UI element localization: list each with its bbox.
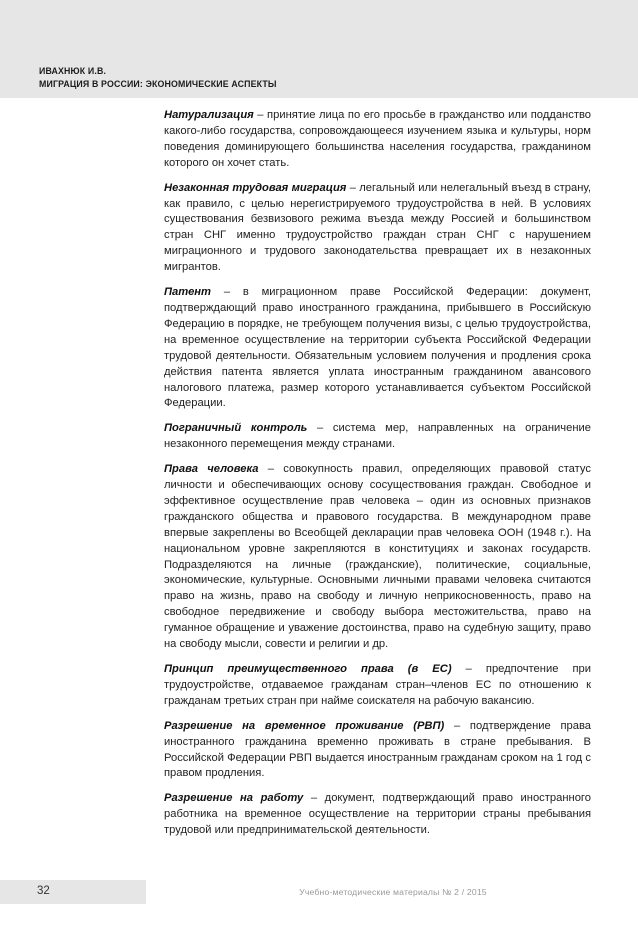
glossary-definition: – документ, подтверждающий право иностранного работника на временное осуществление на территории страны пребывания трудовой или предпринимательской деятельности. [164,792,591,837]
glossary-definition: – совокупность правил, определяющих правовой статус личности и обеспечивающих основу сосуществования граждан. Свободное и эффективное осуществление прав человека – один из основных признаков гражданского общества и правового государства. В международном праве впервые закреплены во Всеобщей декларации прав человека ООН (1948 г.). На национальном уровне закрепляются в конституциях и законах государств. Подразделяются на личные (гражданские), политические, социальные, экономические, культурные. Основными личными правами человека считаются право на жизнь, право на свободу и личную неприкосновенность, право на свободное передвижение и свободу выбора местожительства, право на гуманное обращение и уважение достоинства, право на судебную защиту, право на свободу мысли, совести и религии и др. [164,463,591,651]
glossary-content [164,108,591,848]
page-number: 32 [37,885,50,897]
glossary-term: Натурализация [164,109,254,121]
glossary-definition: – предпочтение при трудоустройстве, отдаваемое гражданам стран–членов ЕС по отношению к гражданам третьих стран при найме соискателя на рабочую вакансию. [164,663,591,707]
glossary-term: Принцип преимущественного права (в ЕС) [164,663,452,675]
glossary-entry-naturalization [164,108,591,172]
glossary-definition: – легальный или нелегальный въезд в страну, как правило, с целью нерегистрируемого трудоустройства в ней. В условиях существования безвизового режима въезда между Россией и большинством стран СНГ именно трудоустройство граждан стран СНГ с нарушением миграционного и трудового законодательства превращает их в незаконных мигрантов. [164,181,591,274]
glossary-entry-patent [164,285,591,412]
header-title: МИГРАЦИЯ В РОССИИ: ЭКОНОМИЧЕСКИЕ АСПЕКТЫ [39,79,277,89]
glossary-term: Разрешение на временное проживание (РВП) [164,719,445,732]
page-number-box [0,880,146,904]
glossary-entry-illegal-labor-migration [164,181,591,276]
glossary-entry-priority-principle [164,662,591,710]
glossary-term: Разрешение на работу [164,792,304,805]
glossary-definition: – в миграционном праве Российской Федерации: документ, подтверждающий право иностранного гражданина, прибывшего в Российскую Федерацию в порядке, не требующем получения визы, с целью трудоустройства, на временное осуществление на территории субъекта Российской Федерации трудовой деятельности. Обязательным условием получения и продления срока действия патента является уплата иностранным гражданином авансового налогового платежа, размер которого устанавливается субъектом Российской Федерации. [164,286,591,410]
glossary-term: Незаконная трудовая миграция [164,181,347,194]
glossary-term: Пограничный контроль [164,422,308,435]
glossary-entry-temporary-residence-permit [164,719,591,783]
header-band [0,0,638,98]
glossary-entry-border-control [164,421,591,453]
footer-publication: Учебно-методические материалы № 2 / 2015 [299,887,487,897]
glossary-term: Права человека [164,463,259,476]
glossary-entry-work-permit [164,791,591,839]
glossary-definition: – подтверждение права иностранного гражданина временно проживать в стране пребывания. В Российской Федерации РВП выдается иностранным гражданам сроком на 1 год с правом продления. [164,719,591,780]
glossary-entry-human-rights [164,462,591,653]
glossary-definition: – принятие лица по его просьбе в гражданство или подданство какого-либо государства, сопровождающееся изучением языка и культуры, норм поведения доминирующего большинства населения государства, гражданином которого он хочет стать. [164,109,591,169]
page-footer [0,880,638,904]
glossary-term: Патент [164,286,211,299]
glossary-definition: – система мер, направленных на ограничение незаконного перемещения между странами. [164,422,591,451]
header-author: ИВАХНЮК И.В. [39,66,107,76]
footer-publication-box [148,880,638,904]
